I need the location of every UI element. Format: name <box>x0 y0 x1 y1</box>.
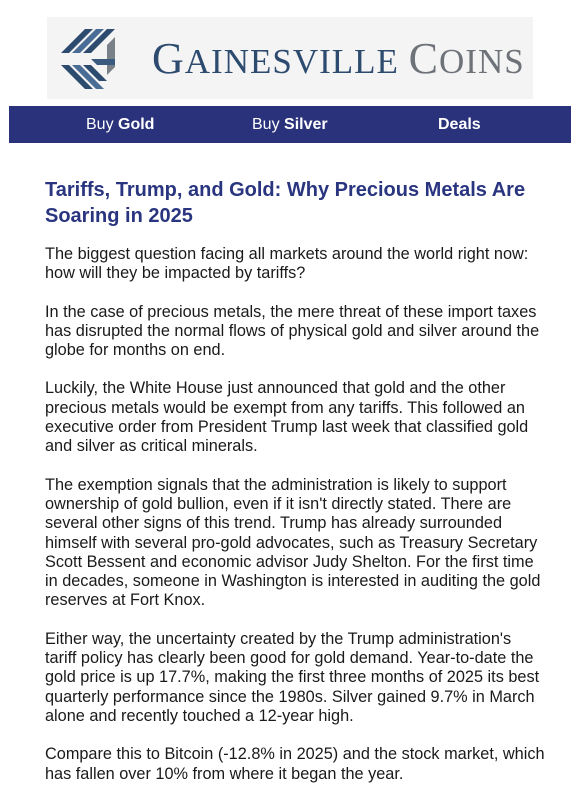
article-paragraph: The biggest question facing all markets around the world right now: how will they be impacted by tariffs? <box>45 245 529 283</box>
nav-buy-gold-link[interactable]: Buy Gold <box>86 116 155 133</box>
article-body <box>45 245 545 803</box>
nav-buy-silver-link[interactable]: Buy Silver <box>252 116 328 133</box>
article-title[interactable]: Tariffs, Trump, and Gold: Why Precious Metals Are Soaring in 2025 <box>45 179 526 227</box>
article-paragraph: Luckily, the White House just announced that gold and the other precious metals would be exempt from any tariffs. This followed an executive order from President Trump last week that classified gold and silver as critical minerals. <box>45 379 529 456</box>
header-logo-banner[interactable] <box>47 17 533 99</box>
nav-deals-link[interactable]: Deals <box>438 116 481 133</box>
main-nav-bar <box>9 106 571 143</box>
article-paragraph: In the case of precious metals, the mere threat of these import taxes has disrupted the normal flows of physical gold and silver around the globe for months on end. <box>45 302 540 360</box>
article-paragraph: Either way, the uncertainty created by the Trump administration's tariff policy has clearly been good for gold demand. Year-to-date the gold price is up 17.7%, making the first three months of 2025 its best quarterly performance since the 1980s. Silver gained 9.7% in March alone and recently touched a 12-year high. <box>45 629 540 725</box>
article-paragraph: Compare this to Bitcoin (-12.8% in 2025) and the stock market, which has fallen over 10% from where it began the year. <box>45 745 545 783</box>
gainesville-coins-logo-icon <box>55 23 129 95</box>
article-paragraph: The exemption signals that the administration is likely to support ownership of gold bullion, even if it isn't directly stated. There are several other signs of this trend. Trump has already surrounded himself with several pro-gold advocates, such as Treasury Secretary Scott Bessent and economic advisor Judy Shelton. For the first time in decades, someone in Washington is interested in auditing the gold reserves at Fort Knox. <box>45 475 541 610</box>
brand-name: GAINESVILLE COINS <box>152 34 525 83</box>
